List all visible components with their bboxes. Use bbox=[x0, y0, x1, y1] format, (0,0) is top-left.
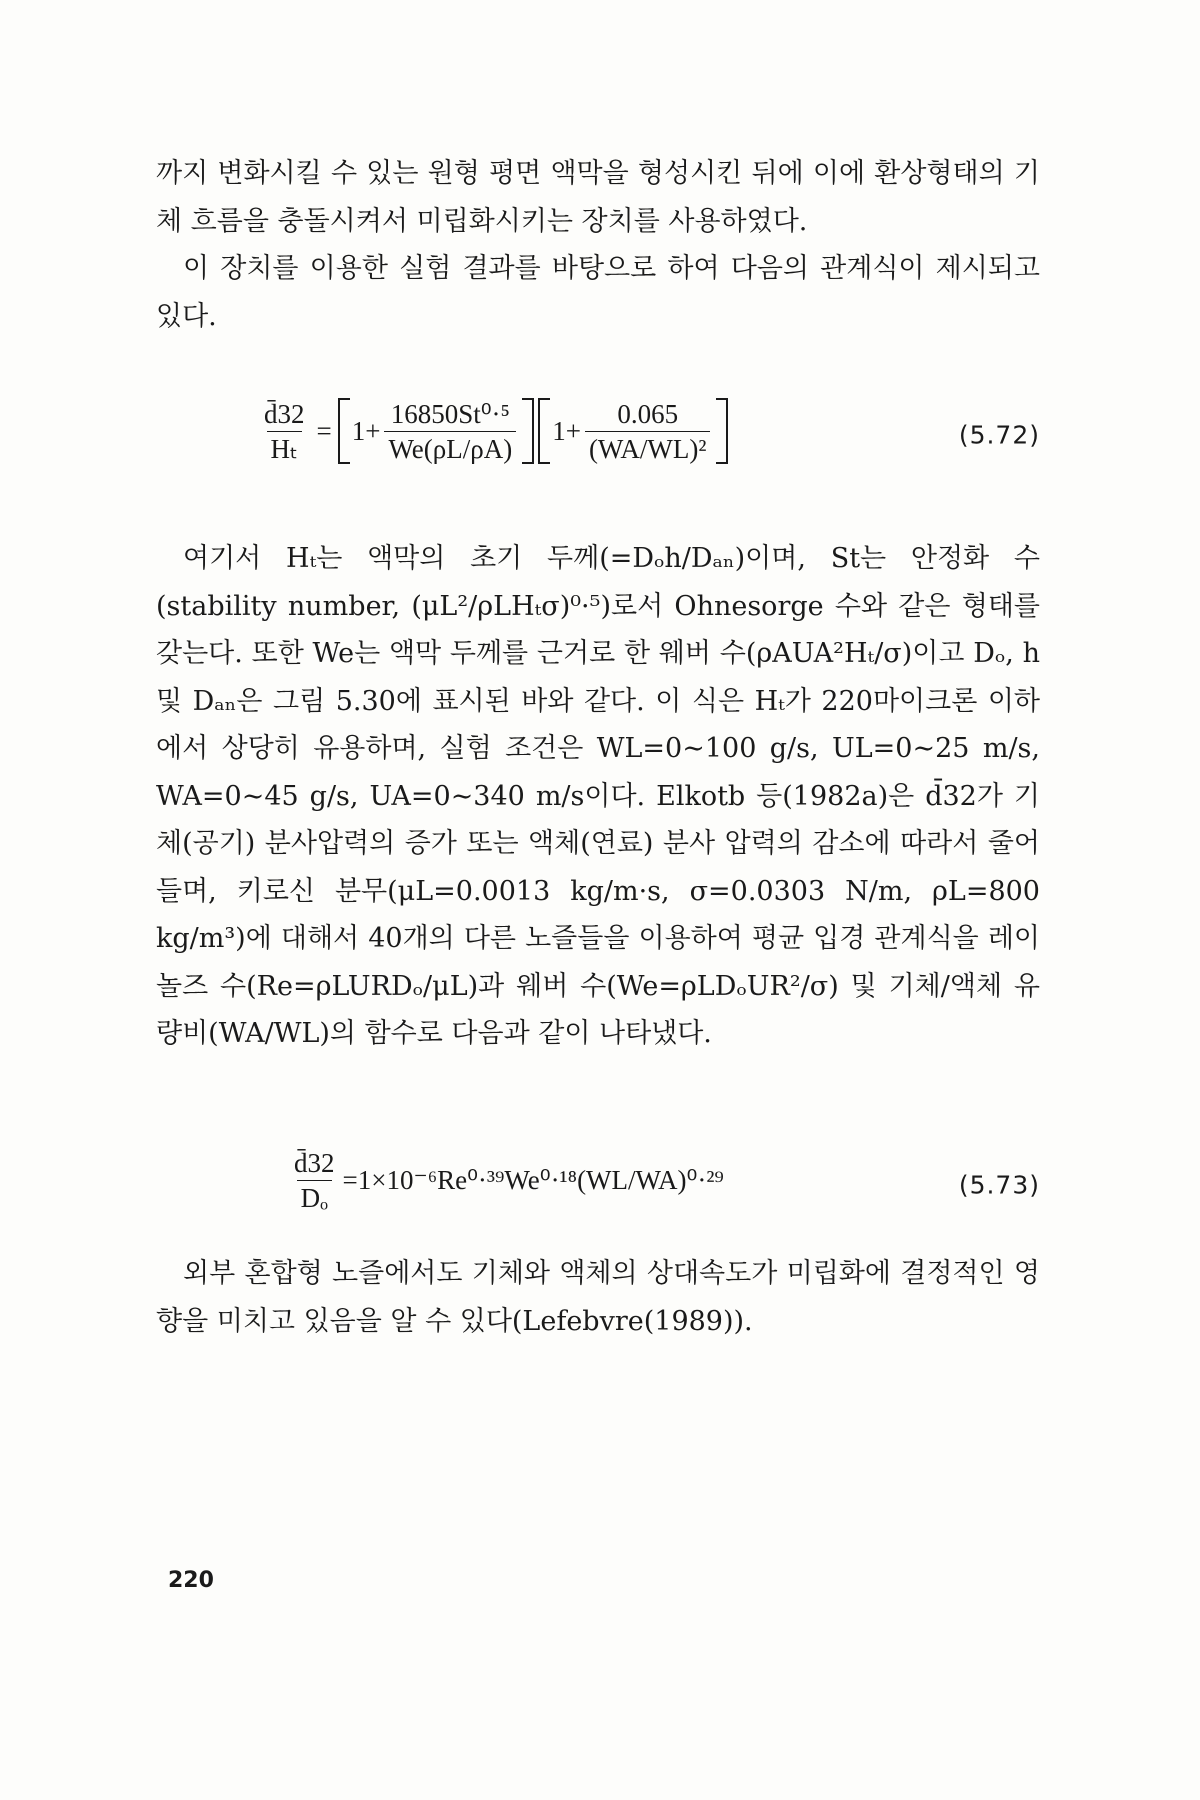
eq1-term1-one: 1+ bbox=[351, 415, 381, 446]
eq1-lhs-fraction bbox=[260, 399, 309, 464]
eq1-right-bracket-1 bbox=[522, 398, 534, 464]
paragraph-block-1 bbox=[156, 150, 1040, 340]
eq1-term1-denominator: We(ρL/ρA) bbox=[384, 431, 516, 464]
equation-number-5-72: (5.72) bbox=[958, 420, 1040, 450]
eq1-term2-denominator: (WA/WL)² bbox=[585, 431, 711, 464]
eq1-term2-fraction bbox=[585, 399, 711, 464]
paragraph-4: 외부 혼합형 노즐에서도 기체와 액체의 상대속도가 미립화에 결정적인 영향을 미치고 있음을 알 수 있다(Lefebvre(1989)). bbox=[156, 1258, 1040, 1337]
eq2-lhs-fraction bbox=[290, 1148, 339, 1213]
paragraph-3: 여기서 Hₜ는 액막의 초기 두께(=Dₒh/Dₐₙ)이며, St는 안정화 수(stability number, (μL²/ρLHₜσ)⁰·⁵)로서 Ohnesorge 수와 같은 형태를 갖는다. 또한 We는 액막 두께를 근거로 한 웨버 수(ρAUA²Hₜ/σ)이고 Dₒ, h 및 Dₐₙ은 그림 5.30에 표시된 바와 같다. 이 식은 Hₜ가 220마이크론 이하에서 상당히 유용하며, 실험 조건은 WL=0∼100 g/s, UL=0∼25 m/s, WA=0∼45 g/s, UA=0∼340 m/s이다. Elkotb 등(1982a)은 d̄32가 기체(공기) 분사압력의 증가 또는 액체(연료) 분사 압력의 감소에 따라서 줄어들며, 키로신 분무(μL=0.0013 kg/m·s, σ=0.0303 N/m, ρL=800 kg/m³)에 대해서 40개의 다른 노즐들을 이용하여 평균 입경 관계식을 레이놀즈 수(Re=ρLURDₒ/μL)과 웨버 수(We=ρLDₒUR²/σ) 및 기체/액체 유량비(WA/WL)의 함수로 다음과 같이 나타냈다. bbox=[156, 543, 1040, 1049]
eq1-lhs-denominator: Hₜ bbox=[267, 431, 302, 464]
eq1-term2-numerator: 0.065 bbox=[617, 398, 679, 429]
eq1-right-bracket-2 bbox=[716, 398, 728, 464]
eq2-lhs-denominator: Dₒ bbox=[297, 1180, 332, 1213]
equation-number-5-73: (5.73) bbox=[958, 1170, 1040, 1200]
page-number: 220 bbox=[168, 1568, 214, 1593]
eq1-term1-fraction bbox=[384, 399, 516, 464]
paragraph-2: 이 장치를 이용한 실험 결과를 바탕으로 하여 다음의 관계식이 제시되고 있다. bbox=[156, 253, 1040, 332]
eq1-left-bracket-2 bbox=[538, 398, 550, 464]
eq1-lhs-numerator: d̄32 bbox=[264, 398, 305, 429]
eq1-term1-numerator: 16850St⁰·⁵ bbox=[390, 398, 510, 429]
equation-5-72 bbox=[156, 390, 1040, 480]
eq1-equals: = bbox=[316, 415, 332, 446]
eq1-left-bracket-1 bbox=[338, 398, 350, 464]
paragraph-block-3 bbox=[156, 1250, 1040, 1345]
eq1-term2-one: 1+ bbox=[552, 415, 581, 446]
eq2-rhs: =1×10⁻⁶Re⁰·³⁹We⁰·¹⁸(WL/WA)⁰·²⁹ bbox=[342, 1165, 724, 1195]
paragraph-block-2 bbox=[156, 535, 1040, 1058]
equation-5-73 bbox=[156, 1140, 1040, 1230]
eq2-lhs-numerator: d̄32 bbox=[294, 1148, 335, 1178]
paragraph-1: 까지 변화시킬 수 있는 원형 평면 액막을 형성시킨 뒤에 이에 환상형태의 기체 흐름을 충돌시켜서 미립화시키는 장치를 사용하였다. bbox=[156, 158, 1040, 237]
